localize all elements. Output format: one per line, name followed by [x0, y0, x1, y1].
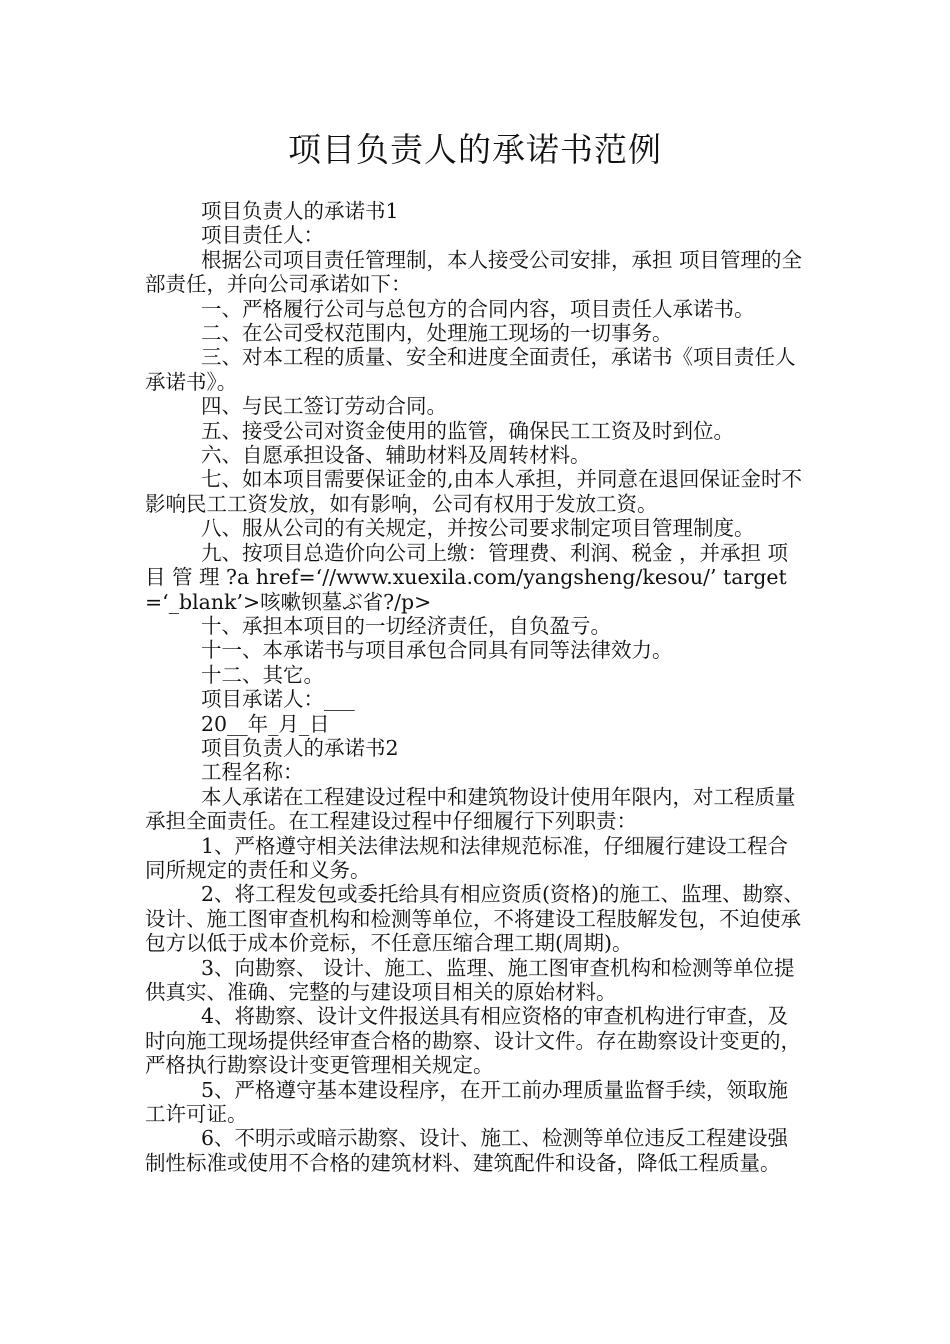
- signature-line: 项目承诺人：___: [201, 687, 355, 712]
- paragraph: 2、将工程发包或委托给具有相应资质(资格)的施工、监理、勘察、设计、施工图审查机构和检测等单位，不将建设工程肢解发包，不迫使承包方以低于成本价竞标，不任意压缩合理工期(周期)。: [145, 882, 805, 956]
- paragraph: 十一、本承诺书与项目承包合同具有同等法律效力。: [201, 638, 673, 663]
- paragraph-with-link-artifact: 九、按项目总造价向公司上缴：管理费、利润、税金 ，并承担 项 目 管 理 ?a href=‘//www.xuexila.com/yangsheng/kesou/’ target=‘_blank’>咳嗽钡墓ぶ省?/p>: [145, 540, 789, 614]
- paragraph: 五、接受公司对资金使用的监管，确保民工工资及时到位。: [201, 418, 734, 443]
- paragraph: 八、服从公司的有关规定，并按公司要求制定项目管理制度。: [201, 516, 755, 541]
- paragraph: 5、严格遵守基本建设程序，在开工前办理质量监督手续，领取施工许可证。: [145, 1077, 789, 1127]
- paragraph: 十、承担本项目的一切经济责任，自负盈亏。: [201, 613, 611, 638]
- paragraph: 七、如本项目需要保证金的,由本人承担，并同意在退回保证金时不影响民工工资发放，如有影响，公司有权用于发放工资。: [145, 467, 803, 516]
- paragraph: 一、严格履行公司与总包方的合同内容，项目责任人承诺书。: [201, 296, 755, 321]
- paragraph: 4、将勘察、设计文件报送具有相应资格的审查机构进行审查，及时向施工现场提供经审查合格的勘察、设计文件。存在勘察设计变更的，严格执行勘察设计变更管理相关规定。: [145, 1004, 801, 1078]
- paragraph: 三、对本工程的质量、安全和进度全面责任，承诺书《项目责任人承诺书》。: [145, 345, 796, 394]
- paragraph: 项目责任人：: [201, 223, 324, 248]
- document-body: [145, 199, 807, 1175]
- paragraph: 根据公司项目责任管理制，本人接受公司安排，承担 项目管理的全部责任，并向公司承诺如下：: [145, 247, 803, 297]
- paragraph: 1、严格遵守相关法律法规和法律规范标准，仔细履行建设工程合同所规定的责任和义务。: [145, 833, 789, 882]
- paragraph: 项目负责人的承诺书1: [201, 199, 399, 223]
- paragraph: 二、在公司受权范围内，处理施工现场的一切事务。: [201, 321, 673, 346]
- paragraph: 工程名称：: [201, 760, 304, 785]
- paragraph: 本人承诺在工程建设过程中和建筑物设计使用年限内，对工程质量承担全面责任。在工程建设过程中仔细履行下列职责：: [145, 784, 796, 834]
- paragraph: 6、不明示或暗示勘察、设计、施工、检测等单位违反工程建设强制性标准或使用不合格的建筑材料、建筑配件和设备，降低工程质量。: [145, 1126, 789, 1175]
- paragraph: 3、向勘察、 设计、施工、监理、施工图审查机构和检测等单位提供真实、准确、完整的与建设项目相关的原始材料。: [145, 955, 795, 1004]
- paragraph: 六、自愿承担设备、辅助材料及周转材料。: [201, 443, 591, 468]
- paragraph: 十二、其它。: [201, 662, 324, 687]
- document-title: 项目负责人的承诺书范例: [288, 130, 662, 169]
- paragraph: 四、与民工签订劳动合同。: [201, 394, 447, 419]
- section-heading: 项目负责人的承诺书2: [201, 735, 399, 760]
- date-line: 20__年_月_日: [201, 711, 330, 736]
